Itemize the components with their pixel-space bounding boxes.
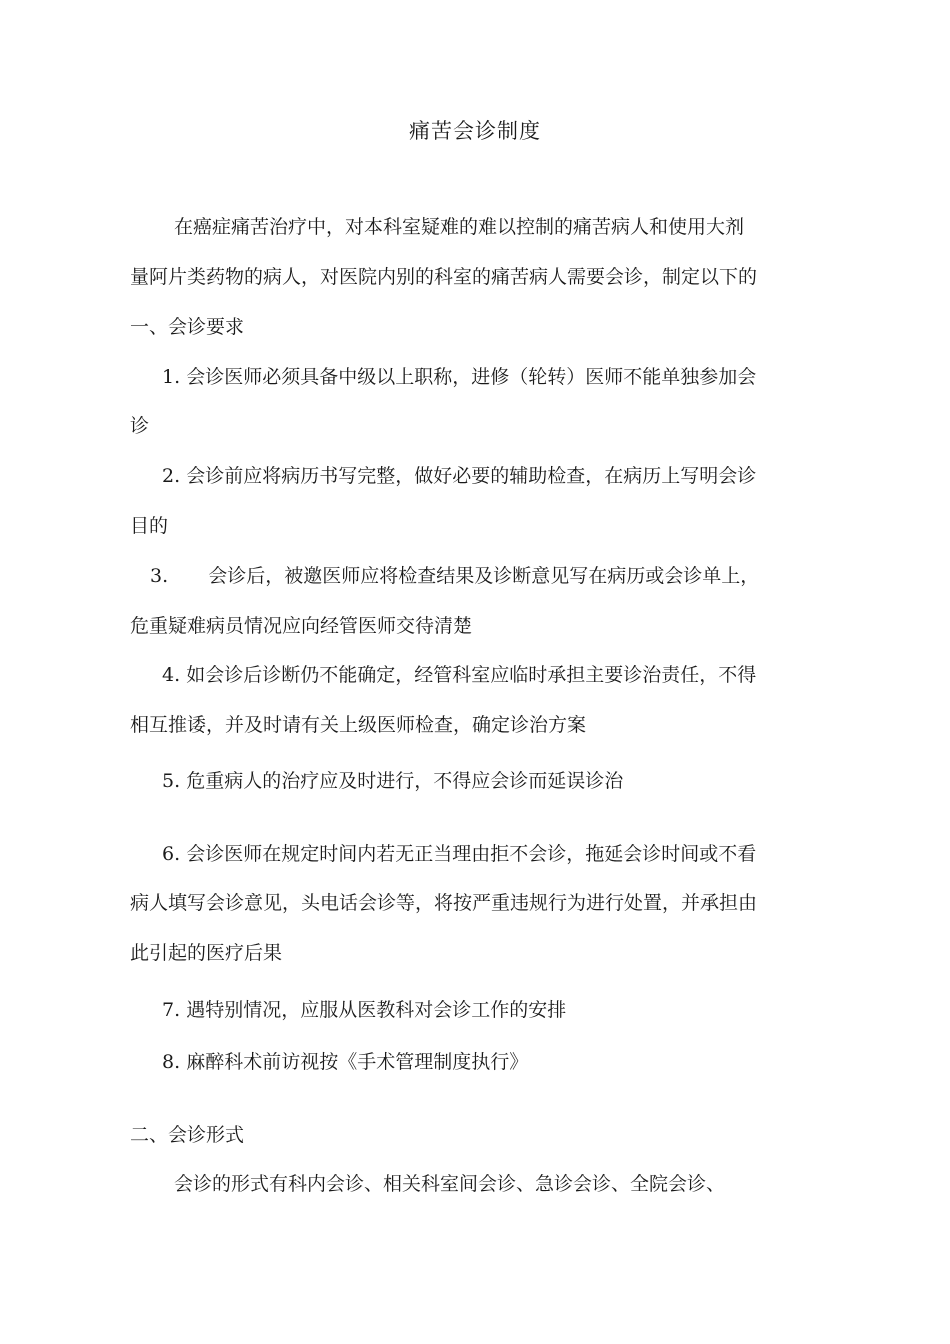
list-item-text: 会诊前应将病历书写完整，做好必要的辅助检查，在病历上写明会诊 xyxy=(186,465,757,487)
list-item-3-continued: 危重疑难病员情况应向经管医师交待清楚 xyxy=(130,615,473,637)
section-2-heading: 二、会诊形式 xyxy=(130,1124,245,1146)
list-item-2 xyxy=(162,462,756,490)
list-item-number: 4. xyxy=(162,664,181,686)
list-item-6 xyxy=(162,840,756,868)
list-item-1-continued: 诊 xyxy=(130,415,150,437)
intro-line-2: 量阿片类药物的病人，对医院内别的科室的痛苦病人需要会诊，制定以下的 xyxy=(130,266,758,288)
list-item-number: 3. xyxy=(150,565,169,587)
list-item-text: 危重病人的治疗应及时进行，不得应会诊而延误诊治 xyxy=(186,770,624,792)
list-item-number: 5. xyxy=(162,770,181,792)
list-item-text: 会诊医师在规定时间内若无正当理由拒不会诊，拖延会诊时间或不看 xyxy=(186,843,757,865)
list-item-8 xyxy=(162,1048,528,1076)
intro-line-1: 在癌症痛苦治疗中，对本科室疑难的难以控制的痛苦病人和使用大剂 xyxy=(174,216,745,238)
list-item-6-continued: 病人填写会诊意见，头电话会诊等，将按严重违规行为进行处置，并承担由 xyxy=(130,892,758,914)
list-item-text: 会诊医师必须具备中级以上职称，进修（轮转）医师不能单独参加会 xyxy=(186,366,757,388)
section-2-line-1: 会诊的形式有科内会诊、相关科室间会诊、急诊会诊、全院会诊、 xyxy=(174,1173,726,1195)
list-item-2-continued: 目的 xyxy=(130,515,169,537)
document-title: 痛苦会诊制度 xyxy=(409,119,541,143)
list-item-text: 如会诊后诊断仍不能确定，经管科室应临时承担主要诊治责任，不得 xyxy=(186,664,757,686)
list-item-text: 遇特别情况，应服从医教科对会诊工作的安排 xyxy=(186,999,567,1021)
list-item-number: 2. xyxy=(162,465,181,487)
list-item-5 xyxy=(162,767,623,795)
list-item-4-continued: 相互推诿，并及时请有关上级医师检查，确定诊治方案 xyxy=(130,714,587,736)
list-item-1 xyxy=(162,363,756,391)
list-item-text: 麻醉科术前访视按《手术管理制度执行》 xyxy=(186,1051,529,1073)
list-item-6-continued: 此引起的医疗后果 xyxy=(130,942,283,964)
list-item-7 xyxy=(162,996,566,1024)
list-item-number: 8. xyxy=(162,1051,181,1073)
list-item-3 xyxy=(150,562,759,590)
list-item-number: 6. xyxy=(162,843,181,865)
list-item-4 xyxy=(162,661,756,689)
list-item-number: 1. xyxy=(162,366,181,388)
list-item-number: 7. xyxy=(162,999,181,1021)
section-1-heading: 一、会诊要求 xyxy=(130,316,245,338)
list-item-text: 会诊后，被邀医师应将检查结果及诊断意见写在病历或会诊单上， xyxy=(208,565,760,587)
